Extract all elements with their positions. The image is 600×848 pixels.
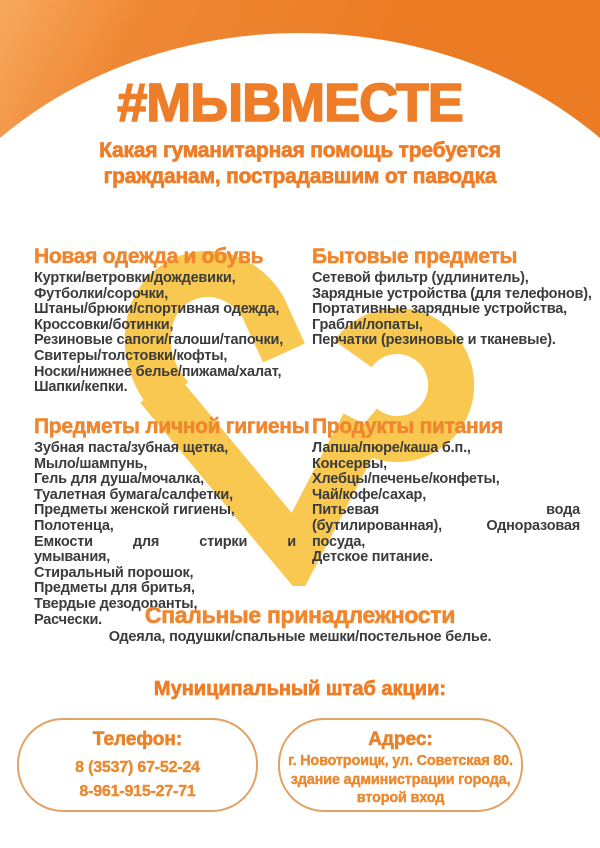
list-line: Зубная паста/зубная щетка, (34, 440, 229, 456)
address-box (278, 718, 523, 812)
list-line: Зарядные устройства (для телефонов), (312, 285, 592, 302)
list-line: (бутилированная), Одноразовая (312, 517, 580, 534)
list-line: Туалетная бумага/салфетки, (34, 486, 233, 503)
list-line: Твердые дезодоранты, (34, 595, 198, 612)
list-line: Футболки/сорочки, (34, 285, 169, 302)
list-line: Предметы для бритья, (34, 580, 195, 597)
list-line: Полотенца, (34, 517, 114, 534)
list-line: Мыло/шампунь, (34, 455, 148, 472)
list-line: Шапки/кепки. (34, 379, 128, 396)
list-line: посуда, (312, 533, 366, 550)
list-line: Штаны/брюки/спортивная одежда, (34, 301, 280, 318)
subtitle-line-2: гражданам, пострадавшим от паводка (103, 165, 497, 188)
section-food-products (312, 414, 580, 566)
list-line: Лапша/пюре/каша б.п., (312, 440, 471, 456)
list-line: Хлебцы/печенье/конфеты, (312, 471, 500, 488)
section-title-sleeping: Спальные принадлежности (144, 602, 456, 628)
list-line: умывания, (34, 549, 111, 566)
phone-box (17, 718, 258, 812)
list-line: Куртки/ветровки/дождевики, (34, 270, 236, 286)
hq-heading: Муниципальный штаб акции: (153, 678, 447, 700)
section-title-hygiene: Предметы личной гигиены (34, 415, 310, 438)
section-title-household: Бытовые предметы (312, 245, 518, 268)
list-line: Сетевой фильтр (удлинитель), (312, 270, 529, 286)
list-line: 8-961-915-27-71 (79, 783, 196, 800)
section-new-clothes (34, 244, 300, 396)
list-line: Резиновые сапоги/галоши/тапочки, (34, 332, 284, 349)
address-lines (280, 752, 521, 808)
list-line: второй вход (356, 790, 445, 806)
list-line: Свитеры/толстовки/кофты, (34, 347, 228, 364)
list-line: здание администрации города, (290, 771, 511, 788)
hygiene-list (34, 441, 296, 628)
list-line: Питьевая вода (312, 502, 580, 519)
list-line: Носки/нижнее белье/пижама/халат, (34, 363, 282, 380)
address-box-title: Адрес: (368, 729, 433, 750)
list-line: Расчески. (34, 611, 102, 628)
list-line: Портативные зарядные устройства, (312, 301, 567, 318)
campaign-title: #МЫВМЕСТЕ (117, 73, 463, 133)
subtitle-line-1: Какая гуманитарная помощь требуется (99, 139, 501, 162)
food-list (312, 441, 580, 566)
list-line: Консервы, (312, 455, 387, 472)
list-line: Перчатки (резиновые и тканевые). (312, 332, 556, 349)
section-title-food: Продукты питания (312, 415, 503, 438)
list-line: Емкости для стирки и (34, 533, 296, 550)
section-household-items (312, 244, 592, 349)
list-line: Стиральный порошок, (34, 564, 194, 581)
list-line: Чай/кофе/сахар, (312, 486, 427, 503)
list-line: 8 (3537) 67-52-24 (75, 759, 200, 776)
list-line: Кроссовки/ботинки, (34, 316, 174, 333)
phone-numbers (19, 756, 256, 804)
section-title-clothes: Новая одежда и обувь (34, 245, 264, 268)
list-line: г. Новотроицк, ул. Советская 80. (288, 753, 513, 769)
clothes-list (34, 271, 300, 396)
household-list (312, 270, 592, 349)
list-line: Гель для душа/мочалка, (34, 471, 204, 488)
list-line: Предметы женской гигиены, (34, 502, 235, 519)
campaign-subtitle (0, 138, 600, 190)
list-line: Детское питание. (312, 549, 433, 566)
list-line: Грабли/лопаты, (312, 316, 423, 333)
phone-box-title: Телефон: (92, 729, 183, 750)
sleeping-items-line: Одеяла, подушки/спальные мешки/постельное белье. (108, 629, 492, 645)
header-banner (0, 0, 600, 262)
